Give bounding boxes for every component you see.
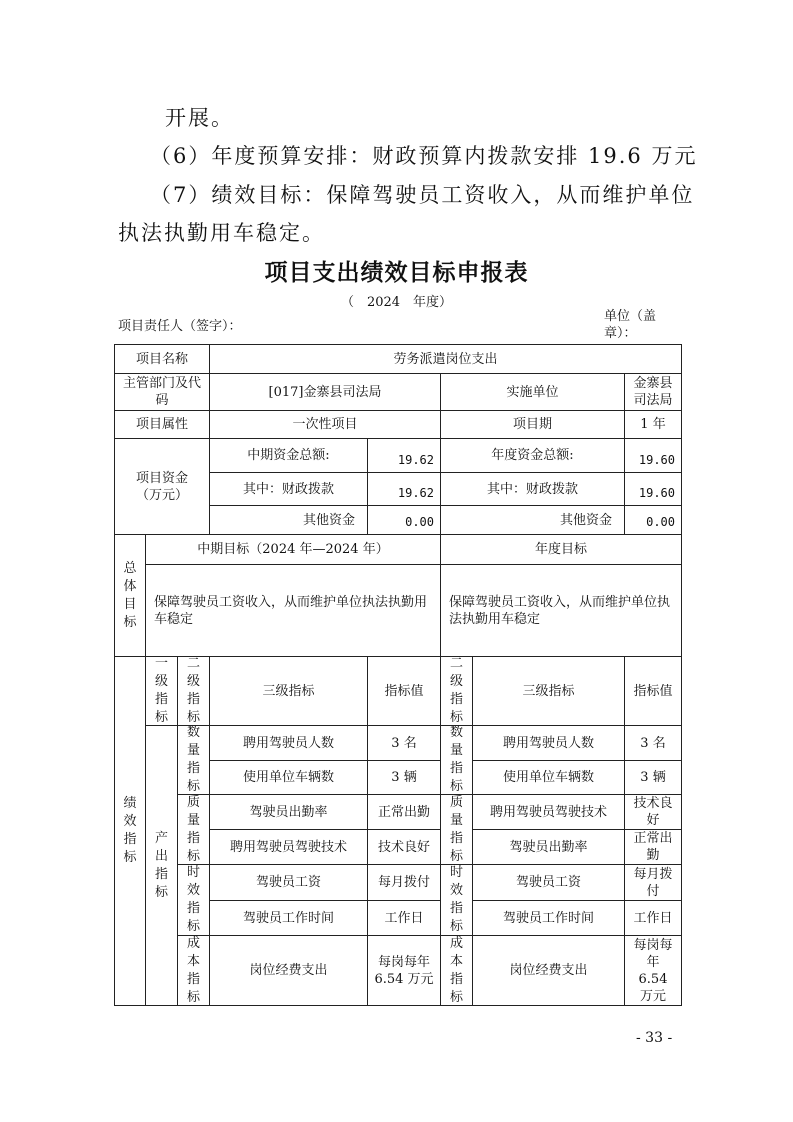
annual-total-value: 19.60 [624,438,682,473]
annual-cat-time: 时效指标 [440,864,473,936]
dept-label: 主管部门及代码 [114,373,210,411]
paragraph-1: 开展。 [165,106,234,130]
annual-goal-header: 年度目标 [440,534,682,565]
impl-value: 金寨县司法局 [624,373,682,411]
annual-indicator-name: 聘用驾驶员驾驶技术 [472,794,625,830]
unit-label: 单位（盖章）： [604,309,657,341]
paragraph-2: （6）年度预算安排：财政预算内拨款安排 19.6 万元 [150,144,698,168]
header-level3-mid: 三级指标 [209,656,368,726]
mid-fiscal-value: 19.62 [367,472,441,506]
project-name-label: 项目名称 [114,344,210,374]
form-title: 项目支出绩效目标申报表 [264,260,529,286]
annual-other-value: 0.00 [624,505,682,535]
header-value-annual: 指标值 [624,656,682,726]
mid-indicator-value: 3 辆 [367,760,441,795]
mid-indicator-name: 聘用驾驶员驾驶技术 [209,829,368,865]
funds-label: 项目资金（万元） [114,438,210,535]
mid-cat-quantity: 数量指标 [177,725,210,795]
paragraph-3: （7）绩效目标：保障驾驶员工资收入，从而维护单位 [150,183,695,207]
overall-goal-label: 总体目标 [114,534,146,657]
annual-cat-quality: 质量指标 [440,794,473,865]
annual-total-label: 年度资金总额: [440,438,625,473]
mid-indicator-value: 技术良好 [367,829,441,865]
annual-indicator-value: 3 名 [624,725,682,761]
annual-goal-text: 保障驾驶员工资收入，从而维护单位执法执勤用车稳定 [440,564,682,657]
mid-indicator-value: 工作日 [367,900,441,936]
header-value-mid: 指标值 [367,656,441,726]
annual-indicator-value: 每岗每年 6.54 万元 [624,935,682,1006]
attr-value: 一次性项目 [209,410,441,439]
responsible-label: 项目责任人（签字）： [118,319,242,334]
annual-indicator-name: 使用单位车辆数 [472,760,625,795]
mid-goal-text: 保障驾驶员工资收入，从而维护单位执法执勤用车稳定 [145,564,441,657]
attr-label: 项目属性 [114,410,210,439]
annual-cat-quantity: 数量指标 [440,725,473,795]
output-indicator-label: 产出指标 [145,725,178,1006]
form-year: （ 2024 年度） [340,295,453,310]
mid-fiscal-label: 其中：财政拨款 [209,472,368,506]
annual-indicator-value: 正常出勤 [624,829,682,865]
period-value: 1 年 [624,410,682,439]
mid-total-value: 19.62 [367,438,441,473]
paragraph-4: 执法执勤用车稳定。 [118,221,325,245]
period-label: 项目期 [440,410,625,439]
mid-indicator-name: 岗位经费支出 [209,935,368,1006]
annual-cat-cost: 成本指标 [440,935,473,1006]
annual-fiscal-label: 其中：财政拨款 [440,472,625,506]
annual-fiscal-value: 19.60 [624,472,682,506]
mid-indicator-value: 正常出勤 [367,794,441,830]
impl-label: 实施单位 [440,373,625,411]
mid-goal-header: 中期目标（2024 年—2024 年） [145,534,441,565]
annual-indicator-name: 聘用驾驶员人数 [472,725,625,761]
mid-indicator-name: 驾驶员工作时间 [209,900,368,936]
page-number: - 33 - [636,1030,673,1046]
header-level2-annual: 二级指标 [440,656,473,726]
annual-indicator-name: 岗位经费支出 [472,935,625,1006]
annual-indicator-value: 3 辆 [624,760,682,795]
mid-other-label: 其他资金 [209,505,368,535]
mid-indicator-value: 每岗每年 6.54 万元 [367,935,441,1006]
mid-cat-cost: 成本指标 [177,935,210,1006]
header-level3-annual: 三级指标 [472,656,625,726]
mid-indicator-name: 聘用驾驶员人数 [209,725,368,761]
project-name-value: 劳务派遣岗位支出 [209,344,682,374]
mid-indicator-value: 每月拨付 [367,864,441,901]
annual-indicator-value: 技术良好 [624,794,682,830]
mid-cat-time: 时效指标 [177,864,210,936]
mid-indicator-name: 驾驶员工资 [209,864,368,901]
annual-indicator-value: 工作日 [624,900,682,936]
annual-indicator-name: 驾驶员出勤率 [472,829,625,865]
mid-indicator-name: 驾驶员出勤率 [209,794,368,830]
annual-indicator-name: 驾驶员工资 [472,864,625,901]
annual-indicator-name: 驾驶员工作时间 [472,900,625,936]
mid-indicator-name: 使用单位车辆数 [209,760,368,795]
header-level2-mid: 二级指标 [177,656,210,726]
header-level1: 一级指标 [145,656,178,726]
perf-indicator-label: 绩效指标 [114,656,146,1006]
mid-cat-quality: 质量指标 [177,794,210,865]
mid-total-label: 中期资金总额: [209,438,368,473]
dept-value: [017]金寨县司法局 [209,373,441,411]
mid-indicator-value: 3 名 [367,725,441,761]
annual-indicator-value: 每月拨付 [624,864,682,901]
mid-other-value: 0.00 [367,505,441,535]
annual-other-label: 其他资金 [440,505,625,535]
